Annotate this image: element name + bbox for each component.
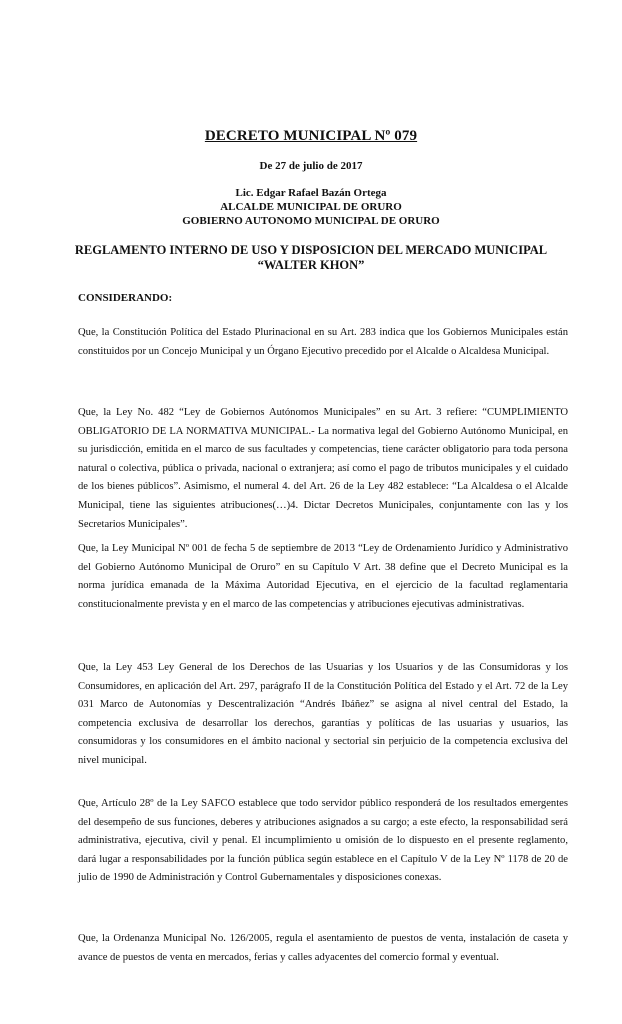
decree-title: DECRETO MUNICIPAL Nº 079 xyxy=(204,128,418,144)
author-name: Lic. Edgar Rafael Bazán Ortega xyxy=(235,187,387,199)
considering-heading: CONSIDERANDO: xyxy=(78,292,173,304)
paragraph-2: Que, la Ley No. 482 “Ley de Gobiernos Autónomos Municipales” en su Art. 3 refiere: “CUMPLIMIENTO OBLIGATORIO DE LA NORMATIVA MUNICIPAL.- La normativa legal del Gobierno Autónomo Municipal, en su jurisdicción, emitida en el marco de sus facultades y competencias, tiene carácter obligatorio para toda persona natural o colectiva, pública o privada, nacional o extranjera; así como el pago de tributos municipales y el cuidado de los bienes públicos”. Asimismo, el numeral 4. del Art. 26 de la Ley 482 establece: “La Alcaldesa o el Alcalde Municipal, tiene las siguientes atribuciones(…)4. Dictar Decretos Municipales, conjuntamente con las y los Secretarios Municipales”. xyxy=(78,407,568,530)
decree-date: De 27 de julio de 2017 xyxy=(259,160,363,172)
regulation-title-line2: “WALTER KHON” xyxy=(257,258,365,272)
regulation-title xyxy=(0,243,622,273)
paragraph-6: Que, la Ordenanza Municipal No. 126/2005, regula el asentamiento de puestos de venta, instalación de caseta y avance de puestos de venta en mercados, ferias y calles adyacentes del comercio formal y eventual. xyxy=(78,933,568,963)
paragraph-5: Que, Artículo 28º de la Ley SAFCO establece que todo servidor público responderá de los resultados emergentes del desempeño de sus funciones, deberes y atribuciones asignados a su cargo; a este efecto, la responsabilidad será administrativa, ejecutiva, civil y penal. El incumplimiento u omisión de lo dispuesto en el presente reglamento, dará lugar a responsabilidades por la función pública según establece en el Capítulo V de la Ley Nº 1178 de 20 de julio de 1990 de Administración y Control Gubernamentales y disposiciones conexas. xyxy=(78,798,568,884)
paragraph-1: Que, la Constitución Política del Estado Plurinacional en su Art. 283 indica que los Gobiernos Municipales están constituidos por un Concejo Municipal y un Órgano Ejecutivo precedido por el Alcalde o Alcaldesa Municipal. xyxy=(78,327,568,357)
author-role: ALCALDE MUNICIPAL DE ORURO xyxy=(220,201,402,213)
paragraph-4: Que, la Ley 453 Ley General de los Derechos de las Usuarias y los Usuarios y de las Consumidoras y los Consumidores, en aplicación del Art. 297, parágrafo II de la Constitución Política del Estado y el Art. 72 de la Ley 031 Marco de Autonomías y Descentralización “Andrés Ibáñez” se asigna al nivel central del Estado, la competencia exclusiva de desarrollar los derechos, garantías y políticas de las usuarias y usuarios, las consumidoras y los consumidores en el ámbito nacional y sectorial sin perjuicio de la competencia exclusiva del nivel municipal. xyxy=(78,662,568,766)
institution-name: GOBIERNO AUTONOMO MUNICIPAL DE ORURO xyxy=(182,215,440,227)
regulation-title-line1: REGLAMENTO INTERNO DE USO Y DISPOSICION DEL MERCADO MUNICIPAL xyxy=(74,243,548,257)
paragraph-3: Que, la Ley Municipal Nº 001 de fecha 5 de septiembre de 2013 “Ley de Ordenamiento Jurídico y Administrativo del Gobierno Autónomo Municipal de Oruro” en su Capítulo V Art. 38 define que el Decreto Municipal es la norma jurídica emanada de la Máxima Autoridad Ejecutiva, en el ejercicio de la facultad reglamentaria constitucionalmente prevista y en el marco de las competencias y atribuciones ejecutivas administrativas. xyxy=(78,543,568,610)
